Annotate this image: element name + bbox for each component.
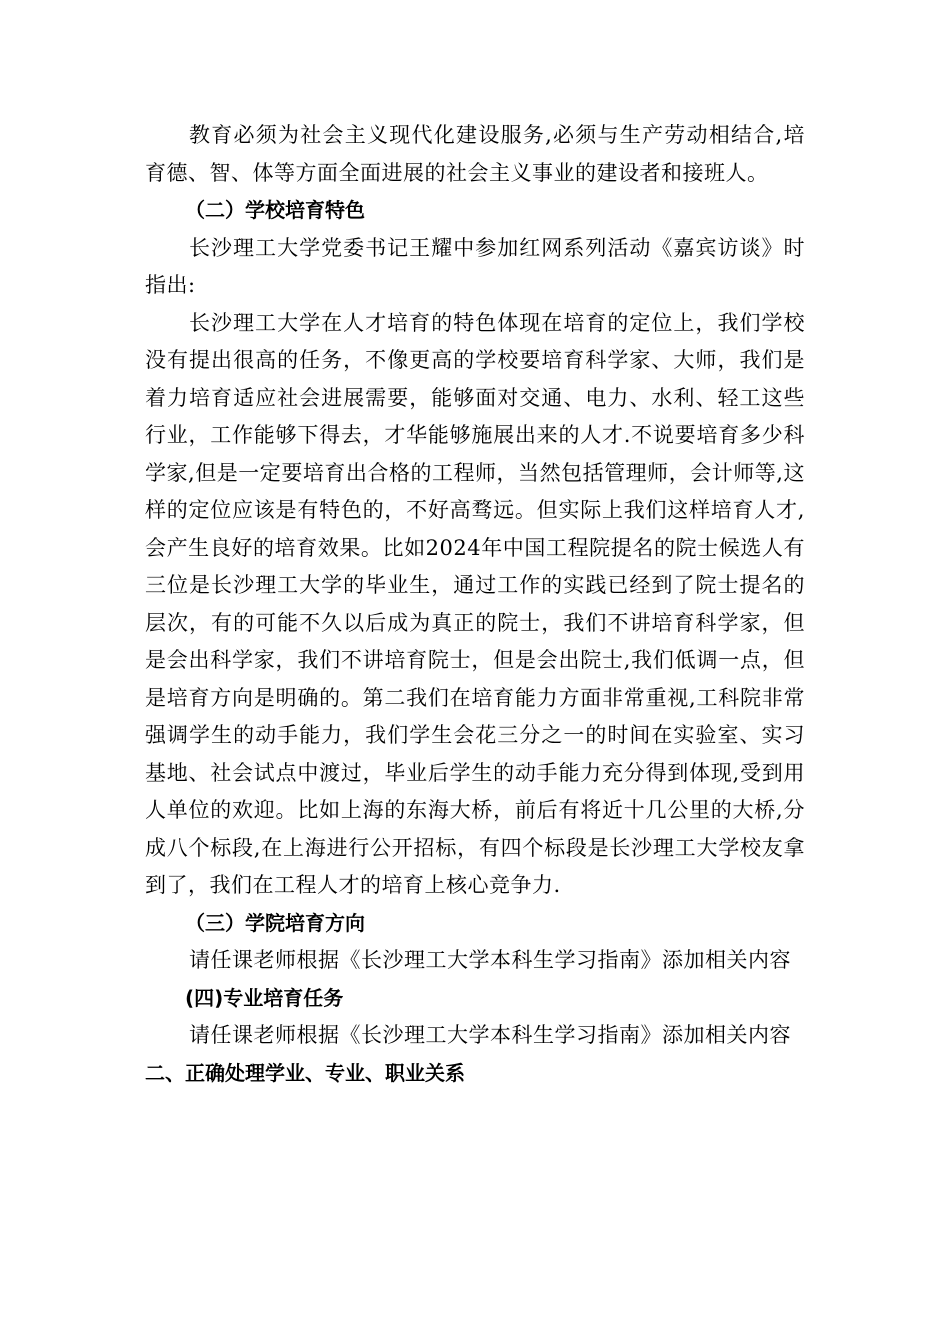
subheading-school-features: （二）学校培育特色 <box>185 198 365 222</box>
subheading-major-tasks: (四)专业培育任务 <box>185 985 344 1010</box>
paragraph-education-purpose: 教育必须为社会主义现代化建设服务,必须与生产劳动相结合,培育德、智、体等方面全面进展的社会主义事业的建设者和接班人。 <box>145 123 805 185</box>
paragraph-interview-content: 长沙理工大学在人才培育的特色体现在培育的定位上，我们学校没有提出很高的任务，不像更高的学校要培育科学家、大师，我们是着力培育适应社会进展需要，能够面对交通、电力、水利、轻工这些行业，工作能够下得去，才华能够施展出来的人才.不说要培育多少科学家,但是一定要培育出合格的工程师，当然包括管理师，会计师等,这样的定位应该是有特色的，不好高骛远。但实际上我们这样培育人才,会产生良好的培育效果。比如2024年中国工程院提名的院士候选人有三位是长沙理工大学的毕业生，通过工作的实践已经到了院士提名的层次，有的可能不久以后成为真正的院士，我们不讲培育科学家，但是会出科学家，我们不讲培育院士，但是会出院士,我们低调一点，但是培育方向是明确的。第二我们在培育能力方面非常重视,工科院非常强调学生的动手能力，我们学生会花三分之一的时间在实验室、实习基地、社会试点中渡过，毕业后学生的动手能力充分得到体现,受到用人单位的欢迎。比如上海的东海大桥，前后有将近十几公里的大桥,分成八个标段,在上海进行公开招标，有四个标段是长沙理工大学校友拿到了，我们在工程人才的培育上核心竞争力. <box>145 310 805 897</box>
subheading-college-direction: （三）学院培育方向 <box>185 910 365 935</box>
document-page <box>145 117 805 1092</box>
paragraph-college-direction: 请任课老师根据《长沙理工大学本科生学习指南》添加相关内容 <box>189 948 791 972</box>
section-heading-relations: 二、正确处理学业、专业、职业关系 <box>145 1060 465 1085</box>
paragraph-major-tasks: 请任课老师根据《长沙理工大学本科生学习指南》添加相关内容 <box>189 1023 791 1047</box>
paragraph-interview-intro: 长沙理工大学党委书记王耀中参加红网系列活动《嘉宾访谈》时指出: <box>145 235 805 297</box>
